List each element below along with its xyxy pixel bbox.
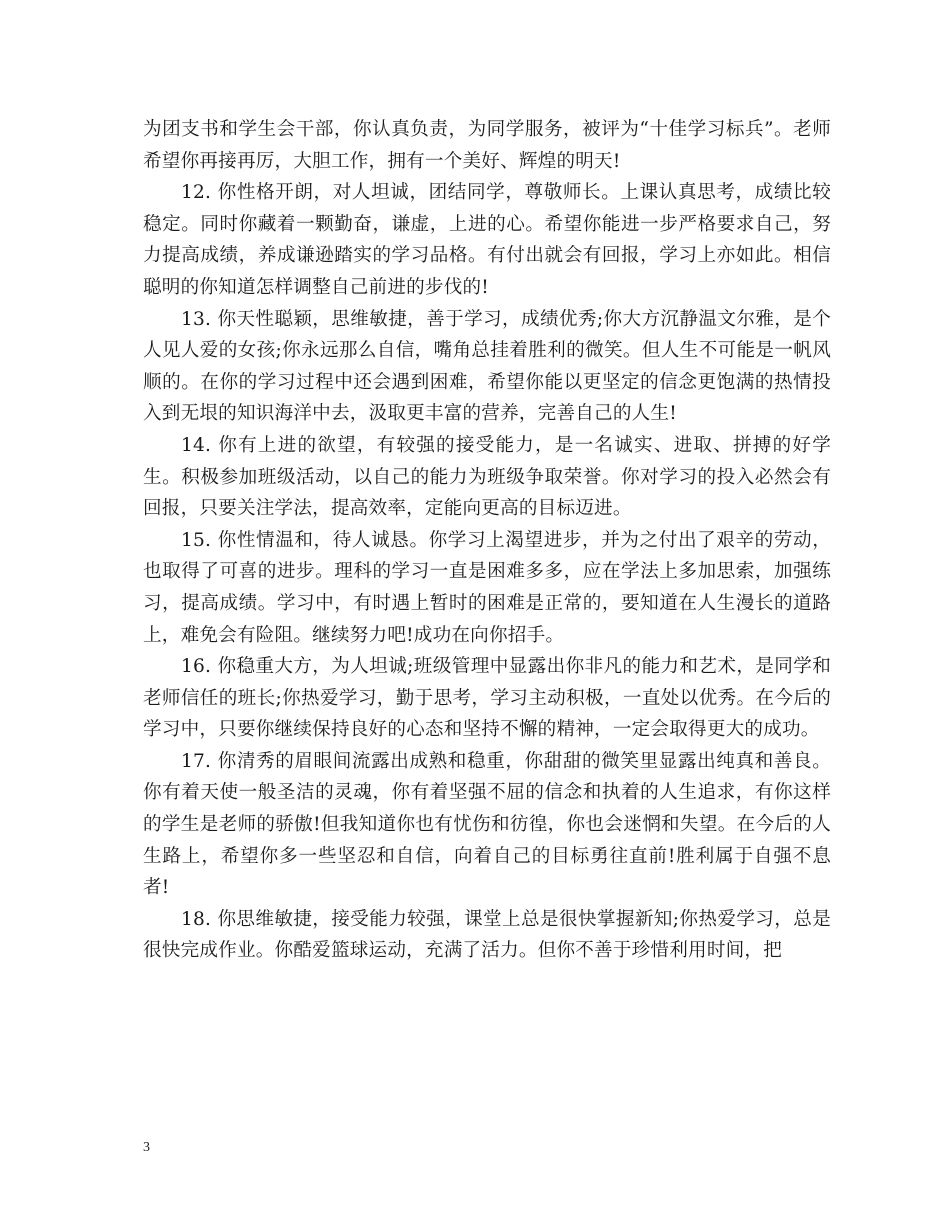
paragraph-18: 18. 你思维敏捷，接受能力较强，课堂上总是很快掌握新知;你热爱学习，总是很快完成作业。你酷爱篮球运动，充满了活力。但你不善于珍惜利用时间，把	[143, 908, 831, 962]
paragraph-17: 17. 你清秀的眉眼间流露出成熟和稳重，你甜甜的微笑里显露出纯真和善良。你有着天使一般圣洁的灵魂，你有着坚强不屈的信念和执着的人生追求，有你这样的学生是老师的骄傲!但我知道你也有忧伤和彷徨，你也会迷惘和失望。在今后的人生路上，希望你多一些坚忍和自信，向着自己的目标勇往直前!胜利属于自强不息者!	[143, 750, 831, 899]
paragraph-14: 14. 你有上进的欲望，有较强的接受能力，是一名诚实、进取、拼搏的好学生。积极参加班级活动，以自己的能力为班级争取荣誉。你对学习的投入必然会有回报，只要关注学法，提高效率，定能向更高的目标迈进。	[143, 434, 831, 520]
paragraph-13: 13. 你天性聪颖，思维敏捷，善于学习，成绩优秀;你大方沉静温文尔雅，是个人见人爱的女孩;你永远那么自信，嘴角总挂着胜利的微笑。但人生不可能是一帆风顺的。在你的学习过程中还会遇到困难，希望你能以更坚定的信念更饱满的热情投入到无垠的知识海洋中去，汲取更丰富的营养，完善自己的人生!	[143, 308, 831, 425]
paragraph-15: 15. 你性情温和，待人诚恳。你学习上渴望进步，并为之付出了艰辛的劳动，也取得了可喜的进步。理科的学习一直是困难多多，应在学法上多加思索，加强练习，提高成绩。学习中，有时遇上暂时的困难是正常的，要知道在人生漫长的道路上，难免会有险阻。继续努力吧!成功在向你招手。	[143, 529, 831, 646]
paragraph-16: 16. 你稳重大方，为人坦诚;班级管理中显露出你非凡的能力和艺术，是同学和老师信任的班长;你热爱学习，勤于思考，学习主动积极，一直处以优秀。在今后的学习中，只要你继续保持良好的心态和坚持不懈的精神，一定会取得更大的成功。	[143, 656, 831, 741]
page-number: 3	[143, 1140, 150, 1155]
document-body	[143, 114, 831, 967]
paragraph-12: 12. 你性格开朗，对人坦诚，团结同学，尊敬师长。上课认真思考，成绩比较稳定。同时你藏着一颗勤奋，谦虚，上进的心。希望你能进一步严格要求自己，努力提高成绩，养成谦逊踏实的学习品格。有付出就会有回报，学习上亦如此。相信聪明的你知道怎样调整自己前进的步伐的!	[143, 182, 831, 298]
paragraph-continuation: 为团支书和学生会干部，你认真负责，为同学服务，被评为“十佳学习标兵”。老师希望你再接再厉，大胆工作，拥有一个美好、辉煌的明天!	[143, 119, 831, 172]
